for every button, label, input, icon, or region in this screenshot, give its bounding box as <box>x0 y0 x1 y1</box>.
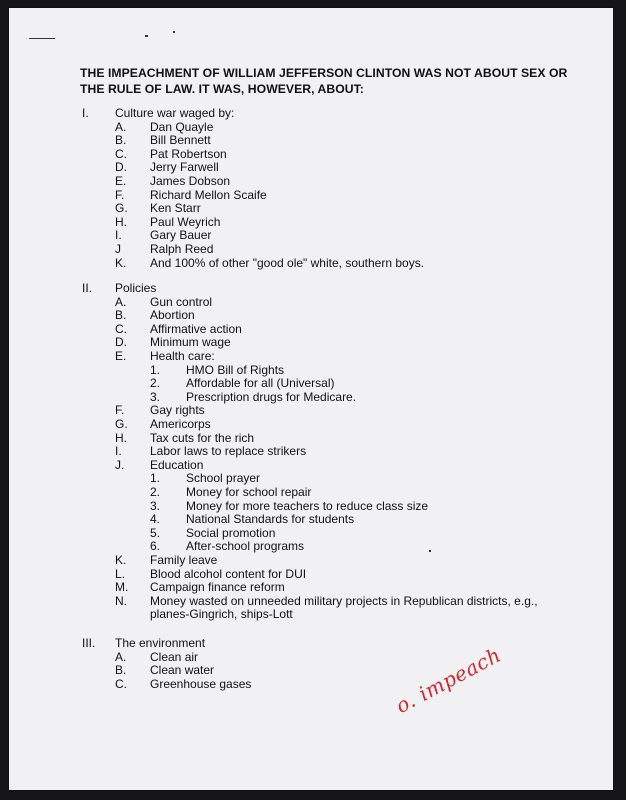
item-letter: I. <box>115 228 122 243</box>
section-numeral: III. <box>82 636 96 650</box>
outline-item: Americorps <box>150 417 211 431</box>
sub-item: School prayer <box>186 471 261 486</box>
outline-item: Bill Bennett <box>150 133 211 148</box>
handwritten-note: o. impeach <box>391 642 505 718</box>
outline-item: Pat Robertson <box>150 146 227 161</box>
outline-item: Labor laws to replace strikers <box>150 444 307 459</box>
sub-item: After-school programs <box>186 539 305 554</box>
item-letter: A. <box>115 294 127 309</box>
sub-item-number: 3. <box>150 498 161 513</box>
item-letter: G. <box>115 201 128 216</box>
section-numeral: I. <box>82 106 89 120</box>
item-letter: H. <box>115 430 127 445</box>
outline-item: Jerry Farwell <box>150 160 219 175</box>
item-letter: I. <box>115 444 122 459</box>
sub-item: National Standards for students <box>186 512 355 527</box>
outline-item: Gay rights <box>150 403 205 418</box>
section-heading: The environment <box>115 636 206 650</box>
sub-item-number: 1. <box>150 362 161 377</box>
outline-item: Gary Bauer <box>150 228 212 243</box>
outline-item: Abortion <box>150 308 195 323</box>
sub-item: Prescription drugs for Medicare. <box>186 389 357 404</box>
item-letter: D. <box>115 160 127 175</box>
outline-item: And 100% of other "good ole" white, southern boys. <box>150 255 425 270</box>
sub-item-number: 6. <box>150 539 161 554</box>
outline-item: Clean air <box>150 649 199 664</box>
item-letter: J <box>115 242 121 256</box>
item-letter: K. <box>115 553 127 567</box>
document-page <box>9 8 613 790</box>
item-letter: K. <box>115 255 127 270</box>
item-letter: C. <box>115 321 127 336</box>
sub-item: Affordable for all (Universal) <box>186 376 335 391</box>
outline-item: Education <box>150 457 204 472</box>
outline-item: Paul Weyrich <box>150 214 221 229</box>
item-letter: M. <box>115 580 129 595</box>
item-letter: J. <box>115 457 125 472</box>
title-line-1: THE IMPEACHMENT OF WILLIAM JEFFERSON CLINTON WAS NOT ABOUT SEX OR <box>80 66 568 80</box>
item-letter: H. <box>115 214 127 229</box>
item-letter: F. <box>115 187 125 202</box>
item-letter: C. <box>115 676 127 691</box>
item-letter: N. <box>115 593 127 608</box>
item-letter: E. <box>115 174 127 188</box>
item-letter: B. <box>115 308 127 323</box>
outline-item: Family leave <box>150 553 218 567</box>
outline-item: Ken Starr <box>150 201 201 216</box>
outline-item: Tax cuts for the rich <box>150 430 255 445</box>
item-letter: A. <box>115 649 127 664</box>
sub-item-number: 4. <box>150 512 161 527</box>
document-title <box>80 65 580 97</box>
outline-item: Richard Mellon Scaife <box>150 187 267 202</box>
outline-item: Affirmative action <box>150 321 242 336</box>
item-letter: E. <box>115 349 127 363</box>
outline-item: Gun control <box>150 294 213 309</box>
outline-item: Ralph Reed <box>150 242 214 256</box>
outline-item: Greenhouse gases <box>150 676 252 691</box>
sub-item-number: 2. <box>150 376 161 391</box>
item-letter: G. <box>115 417 128 431</box>
outline-item: Health care: <box>150 349 215 363</box>
sub-item: Money for more teachers to reduce class size <box>186 498 429 513</box>
outline-item: James Dobson <box>150 174 231 188</box>
outline-item: Campaign finance reform <box>150 580 285 595</box>
item-letter: A. <box>115 119 127 134</box>
section-heading: Policies <box>115 281 157 295</box>
outline-item: Dan Quayle <box>150 119 214 134</box>
outline-item: Blood alcohol content for DUI <box>150 566 307 581</box>
outline-item: Clean water <box>150 663 215 678</box>
section-numeral: II. <box>82 281 93 295</box>
item-letter: D. <box>115 335 127 350</box>
item-letter: B. <box>115 133 127 148</box>
sub-item: Social promotion <box>186 525 276 540</box>
sub-item-number: 5. <box>150 525 161 540</box>
sub-item: HMO Bill of Rights <box>186 362 285 377</box>
sub-item-number: 3. <box>150 389 161 404</box>
item-letter: C. <box>115 146 127 161</box>
document-body <box>9 8 613 790</box>
outline-item: Minimum wage <box>150 335 231 350</box>
sub-item-number: 1. <box>150 471 161 486</box>
section-heading: Culture war waged by: <box>115 106 235 120</box>
sub-item-number: 2. <box>150 485 161 499</box>
sub-item: Money for school repair <box>186 485 312 499</box>
item-letter: B. <box>115 663 127 678</box>
outline-item: Money wasted on unneeded military projects in Republican districts, e.g., <box>150 593 538 608</box>
item-letter: L. <box>115 566 126 581</box>
title-line-2: THE RULE OF LAW. IT WAS, HOWEVER, ABOUT: <box>80 82 364 96</box>
outline-item-continuation: planes-Gingrich, ships-Lott <box>150 607 293 622</box>
item-letter: F. <box>115 403 125 418</box>
